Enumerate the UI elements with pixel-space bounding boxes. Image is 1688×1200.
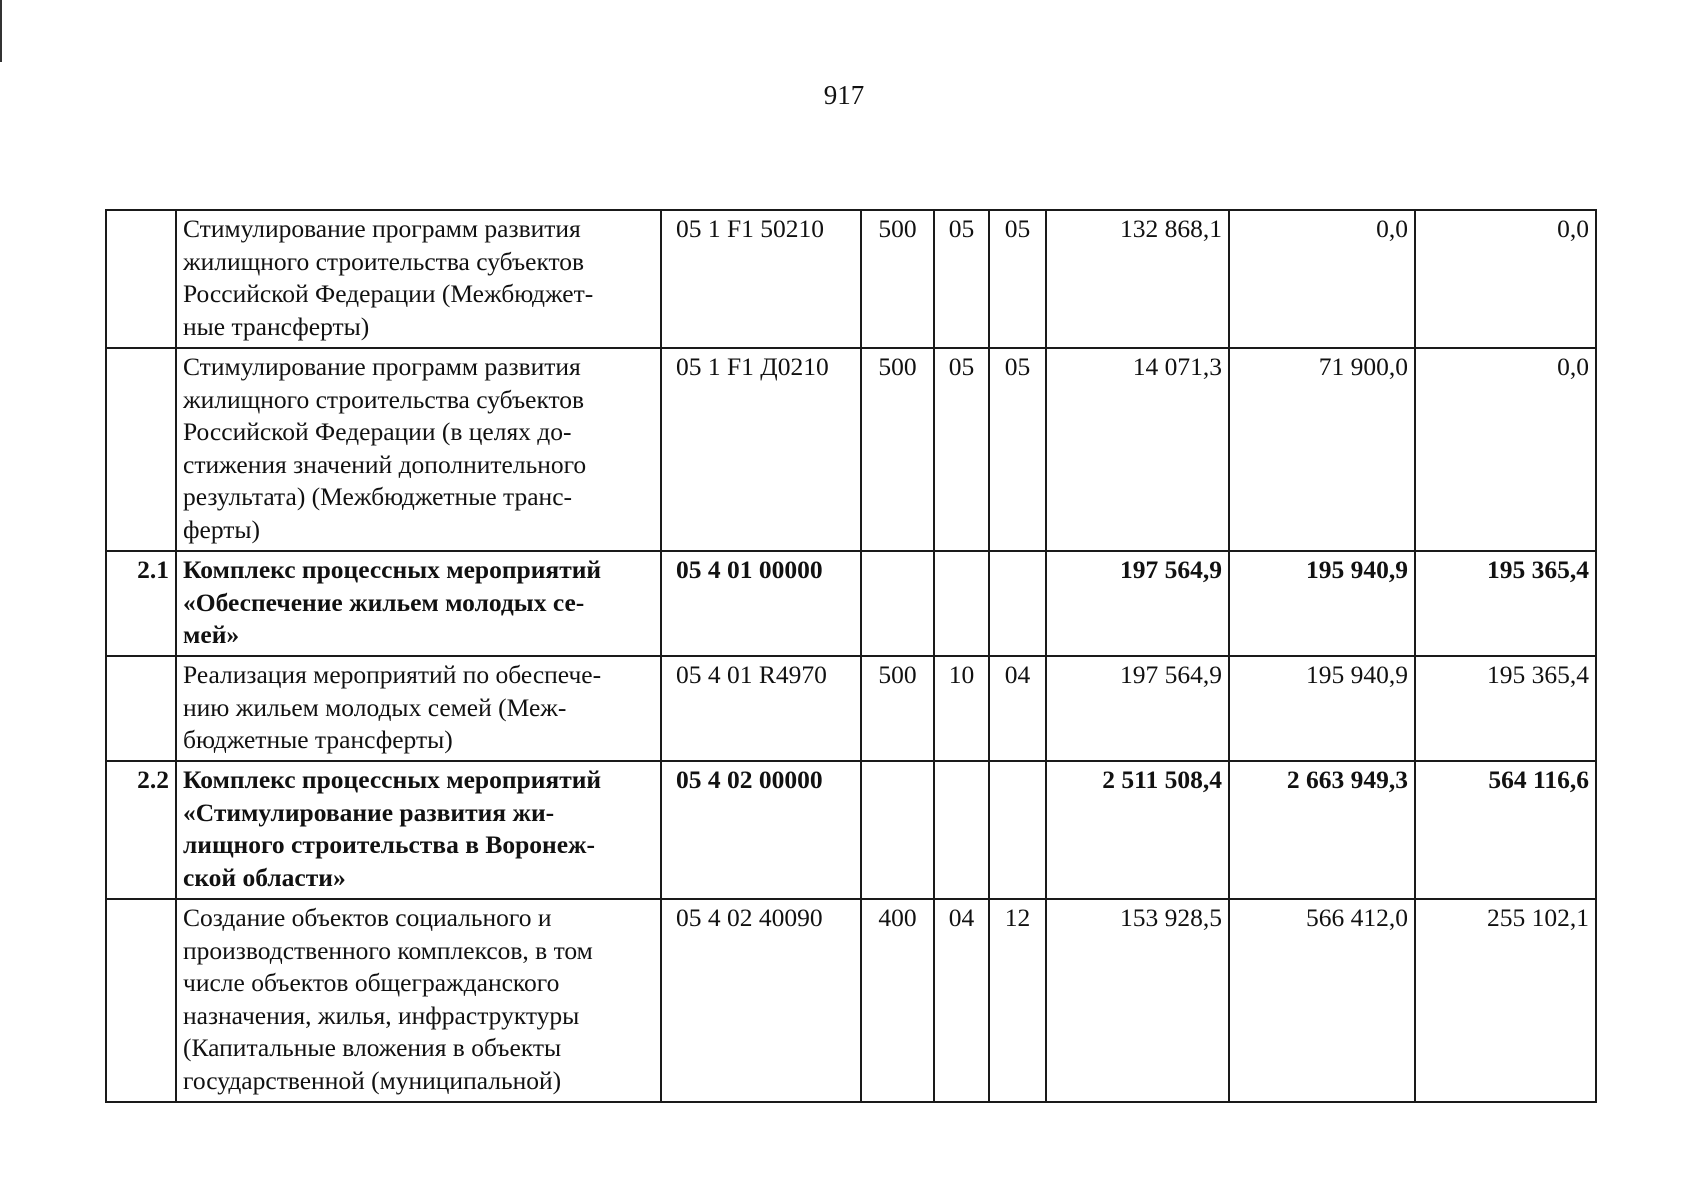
description-line: Реализация мероприятий по обеспече- bbox=[183, 660, 602, 689]
row-number-cell bbox=[106, 656, 176, 761]
description-line: назначения, жилья, инфраструктуры bbox=[183, 1000, 580, 1030]
subsection-cell: 12 bbox=[989, 899, 1046, 1102]
target-code-cell: 05 1 F1 Д0210 bbox=[661, 348, 861, 551]
expense-type-cell bbox=[861, 551, 934, 656]
subsection-cell: 04 bbox=[989, 656, 1046, 761]
section-cell: 04 bbox=[934, 899, 989, 1102]
description-line: ферты) bbox=[183, 514, 261, 544]
amount-year1-cell: 14 071,3 bbox=[1046, 348, 1229, 551]
expense-type-cell: 500 bbox=[861, 210, 934, 348]
row-number-cell: 2.2 bbox=[106, 761, 176, 899]
description-line: стижения значений дополнительного bbox=[183, 449, 587, 479]
budget-table bbox=[105, 209, 1597, 1103]
expense-type-cell: 400 bbox=[861, 899, 934, 1102]
amount-year3-cell: 195 365,4 bbox=[1415, 656, 1596, 761]
amount-year1-cell: 197 564,9 bbox=[1046, 551, 1229, 656]
section-cell bbox=[934, 761, 989, 899]
row-number-cell bbox=[106, 348, 176, 551]
target-code-cell: 05 1 F1 50210 bbox=[661, 210, 861, 348]
description-line: жилищного строительства субъектов bbox=[183, 246, 585, 276]
amount-year1-cell: 153 928,5 bbox=[1046, 899, 1229, 1102]
target-code-cell: 05 4 02 00000 bbox=[661, 761, 861, 899]
subsection-cell: 05 bbox=[989, 348, 1046, 551]
amount-year2-cell: 195 940,9 bbox=[1229, 551, 1415, 656]
amount-year3-cell: 0,0 bbox=[1415, 210, 1596, 348]
description-line: производственного комплексов, в том bbox=[183, 935, 593, 965]
description-line: лищного строительства в Воронеж- bbox=[183, 830, 596, 859]
amount-year3-cell: 195 365,4 bbox=[1415, 551, 1596, 656]
description-line: жилищного строительства субъектов bbox=[183, 384, 585, 414]
section-cell bbox=[934, 551, 989, 656]
table-row bbox=[106, 210, 1596, 348]
expense-type-cell: 500 bbox=[861, 656, 934, 761]
amount-year2-cell: 0,0 bbox=[1229, 210, 1415, 348]
description-cell bbox=[176, 899, 661, 1102]
budget-table-body bbox=[106, 210, 1596, 1102]
subsection-cell bbox=[989, 551, 1046, 656]
description-cell bbox=[176, 761, 661, 899]
row-number-cell: 2.1 bbox=[106, 551, 176, 656]
description-line: числе объектов общегражданского bbox=[183, 968, 560, 997]
amount-year1-cell: 2 511 508,4 bbox=[1046, 761, 1229, 899]
amount-year3-cell: 0,0 bbox=[1415, 348, 1596, 551]
description-cell bbox=[176, 551, 661, 656]
description-cell bbox=[176, 210, 661, 348]
table-row bbox=[106, 551, 1596, 656]
table-row bbox=[106, 761, 1596, 899]
amount-year1-cell: 132 868,1 bbox=[1046, 210, 1229, 348]
amount-year2-cell: 2 663 949,3 bbox=[1229, 761, 1415, 899]
amount-year3-cell: 255 102,1 bbox=[1415, 899, 1596, 1102]
amount-year3-cell: 564 116,6 bbox=[1415, 761, 1596, 899]
description-line: Комплекс процессных мероприятий bbox=[183, 555, 602, 584]
target-code-cell: 05 4 01 00000 bbox=[661, 551, 861, 656]
description-line: нию жильем молодых семей (Меж- bbox=[183, 692, 567, 722]
table-row bbox=[106, 348, 1596, 551]
expense-type-cell bbox=[861, 761, 934, 899]
amount-year2-cell: 195 940,9 bbox=[1229, 656, 1415, 761]
description-line: ской области» bbox=[183, 862, 346, 892]
subsection-cell: 05 bbox=[989, 210, 1046, 348]
section-cell: 05 bbox=[934, 210, 989, 348]
description-line: (Капитальные вложения в объекты bbox=[183, 1033, 562, 1062]
description-line: Российской Федерации (Межбюджет- bbox=[183, 279, 594, 308]
description-line: Российской Федерации (в целях до- bbox=[183, 417, 572, 446]
row-number-cell bbox=[106, 210, 176, 348]
description-line: Комплекс процессных мероприятий bbox=[183, 765, 602, 794]
description-line: «Стимулирование развития жи- bbox=[183, 797, 555, 827]
expense-type-cell: 500 bbox=[861, 348, 934, 551]
scan-edge-mark bbox=[0, 0, 2, 62]
description-line: «Обеспечение жильем молодых се- bbox=[183, 587, 585, 617]
description-line: ные трансферты) bbox=[183, 311, 370, 341]
description-line: Стимулирование программ развития bbox=[183, 214, 581, 243]
section-cell: 05 bbox=[934, 348, 989, 551]
description-line: бюджетные трансферты) bbox=[183, 725, 453, 754]
subsection-cell bbox=[989, 761, 1046, 899]
amount-year1-cell: 197 564,9 bbox=[1046, 656, 1229, 761]
description-cell bbox=[176, 656, 661, 761]
table-row bbox=[106, 656, 1596, 761]
description-line: государственной (муниципальной) bbox=[183, 1065, 562, 1095]
description-line: результата) (Межбюджетные транс- bbox=[183, 482, 573, 511]
table-row bbox=[106, 899, 1596, 1102]
description-line: Создание объектов социального и bbox=[183, 903, 552, 932]
description-line: мей» bbox=[183, 620, 240, 649]
target-code-cell: 05 4 01 R4970 bbox=[661, 656, 861, 761]
target-code-cell: 05 4 02 40090 bbox=[661, 899, 861, 1102]
page-number: 917 bbox=[823, 80, 865, 110]
row-number-cell bbox=[106, 899, 176, 1102]
amount-year2-cell: 71 900,0 bbox=[1229, 348, 1415, 551]
amount-year2-cell: 566 412,0 bbox=[1229, 899, 1415, 1102]
description-line: Стимулирование программ развития bbox=[183, 352, 581, 381]
description-cell bbox=[176, 348, 661, 551]
section-cell: 10 bbox=[934, 656, 989, 761]
